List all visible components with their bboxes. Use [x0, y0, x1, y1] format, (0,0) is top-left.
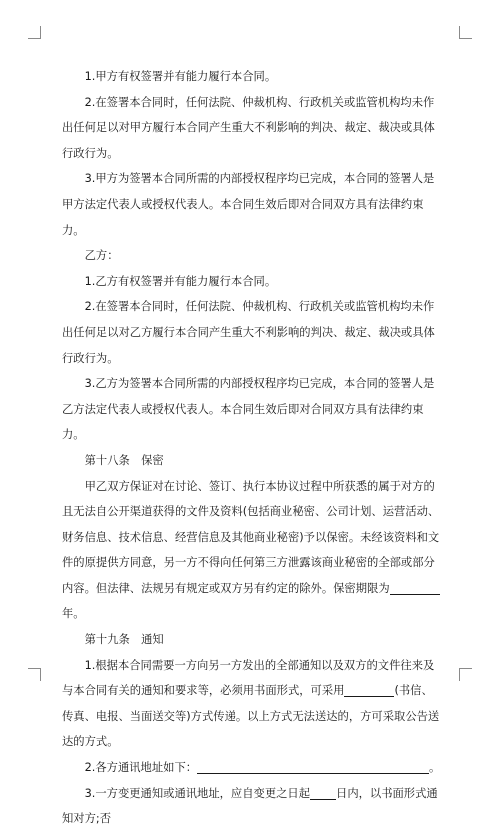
crop-mark-bottom-left	[28, 668, 41, 681]
notice-method-blank[interactable]	[344, 682, 394, 697]
crop-mark-bottom-right	[459, 668, 472, 681]
notice-clause-2-text: 2.各方通讯地址如下：	[84, 761, 198, 775]
notice-clause-1-text: 1.根据本合同需要一方向另一方发出的全部通知以及双方的文件往来及与本合同有关的通知和要求等，必须用书面形式，可采用	[62, 658, 435, 698]
party-a-clause-1: 1.甲方有权签署并有能力履行本合同。	[84, 70, 277, 83]
confidentiality-period-blank[interactable]	[390, 580, 440, 595]
party-b-heading: 乙方：	[84, 249, 119, 263]
confidentiality-text: 甲乙双方保证对在讨论、签订、执行本协议过程中所获悉的属于对方的且无法自公开渠道获得的文件及资料(包括商业秘密、公司计划、运营活动、财务信息、技术信息、经营信息及其他商业秘密)予以保密。未经该资料和文件的原提供方同意，另一方不得向任何第三方泄露该商业秘密的全部或部分内容。但法律、法规另有规定或双方另有约定的除外。保密期限为	[62, 479, 440, 595]
address-blank[interactable]	[197, 759, 429, 774]
notice-clause-1	[62, 653, 442, 755]
confidentiality-clause	[62, 474, 442, 628]
party-a-clause-2: 2.在签署本合同时，任何法院、仲裁机构、行政机关或监管机构均未作出任何足以对甲方履行本合同产生重大不利影响的判决、裁定、裁决或具体行政行为。	[62, 95, 435, 160]
crop-mark-top-left	[28, 26, 41, 39]
notice-clause-2	[62, 755, 442, 781]
notice-clause-2-text-end: 。	[429, 761, 441, 775]
crop-mark-top-right	[459, 26, 472, 39]
party-b-clause-2: 2.在签署本合同时，任何法院、仲裁机构、行政机关或监管机构均未作出任何足以对乙方履行本合同产生重大不利影响的判决、裁定、裁决或具体行政行为。	[62, 300, 435, 365]
notice-clause-3	[62, 781, 442, 832]
party-b-clause-3: 3.乙方为签署本合同所需的内部授权程序均已完成，本合同的签署人是乙方法定代表人或授权代表人。本合同生效后即对合同双方具有法律约束力。	[62, 377, 435, 442]
notice-clause-3-text: 3.一方变更通知或通讯地址，应自变更之日起	[84, 786, 311, 800]
article-19-heading: 第十九条 通知	[84, 633, 164, 647]
party-b-clause-1: 1.乙方有权签署并有能力履行本合同。	[84, 274, 277, 288]
confidentiality-text-end: 年。	[62, 607, 85, 621]
party-a-clause-3: 3.甲方为签署本合同所需的内部授权程序均已完成，本合同的签署人是甲方法定代表人或授权代表人。本合同生效后即对合同双方具有法律约束力。	[62, 172, 435, 237]
change-days-blank[interactable]	[310, 785, 336, 800]
article-18-heading: 第十八条 保密	[84, 453, 164, 467]
notice-clause-3-text-end: 日内，以书面形式通知对方;否	[62, 786, 438, 826]
notice-clause-1-text-end: (书信、传真、电报、当面送交等)方式传递。以上方式无法送达的，方可采取公告送达的方式。	[62, 684, 440, 749]
document-page	[62, 64, 442, 832]
